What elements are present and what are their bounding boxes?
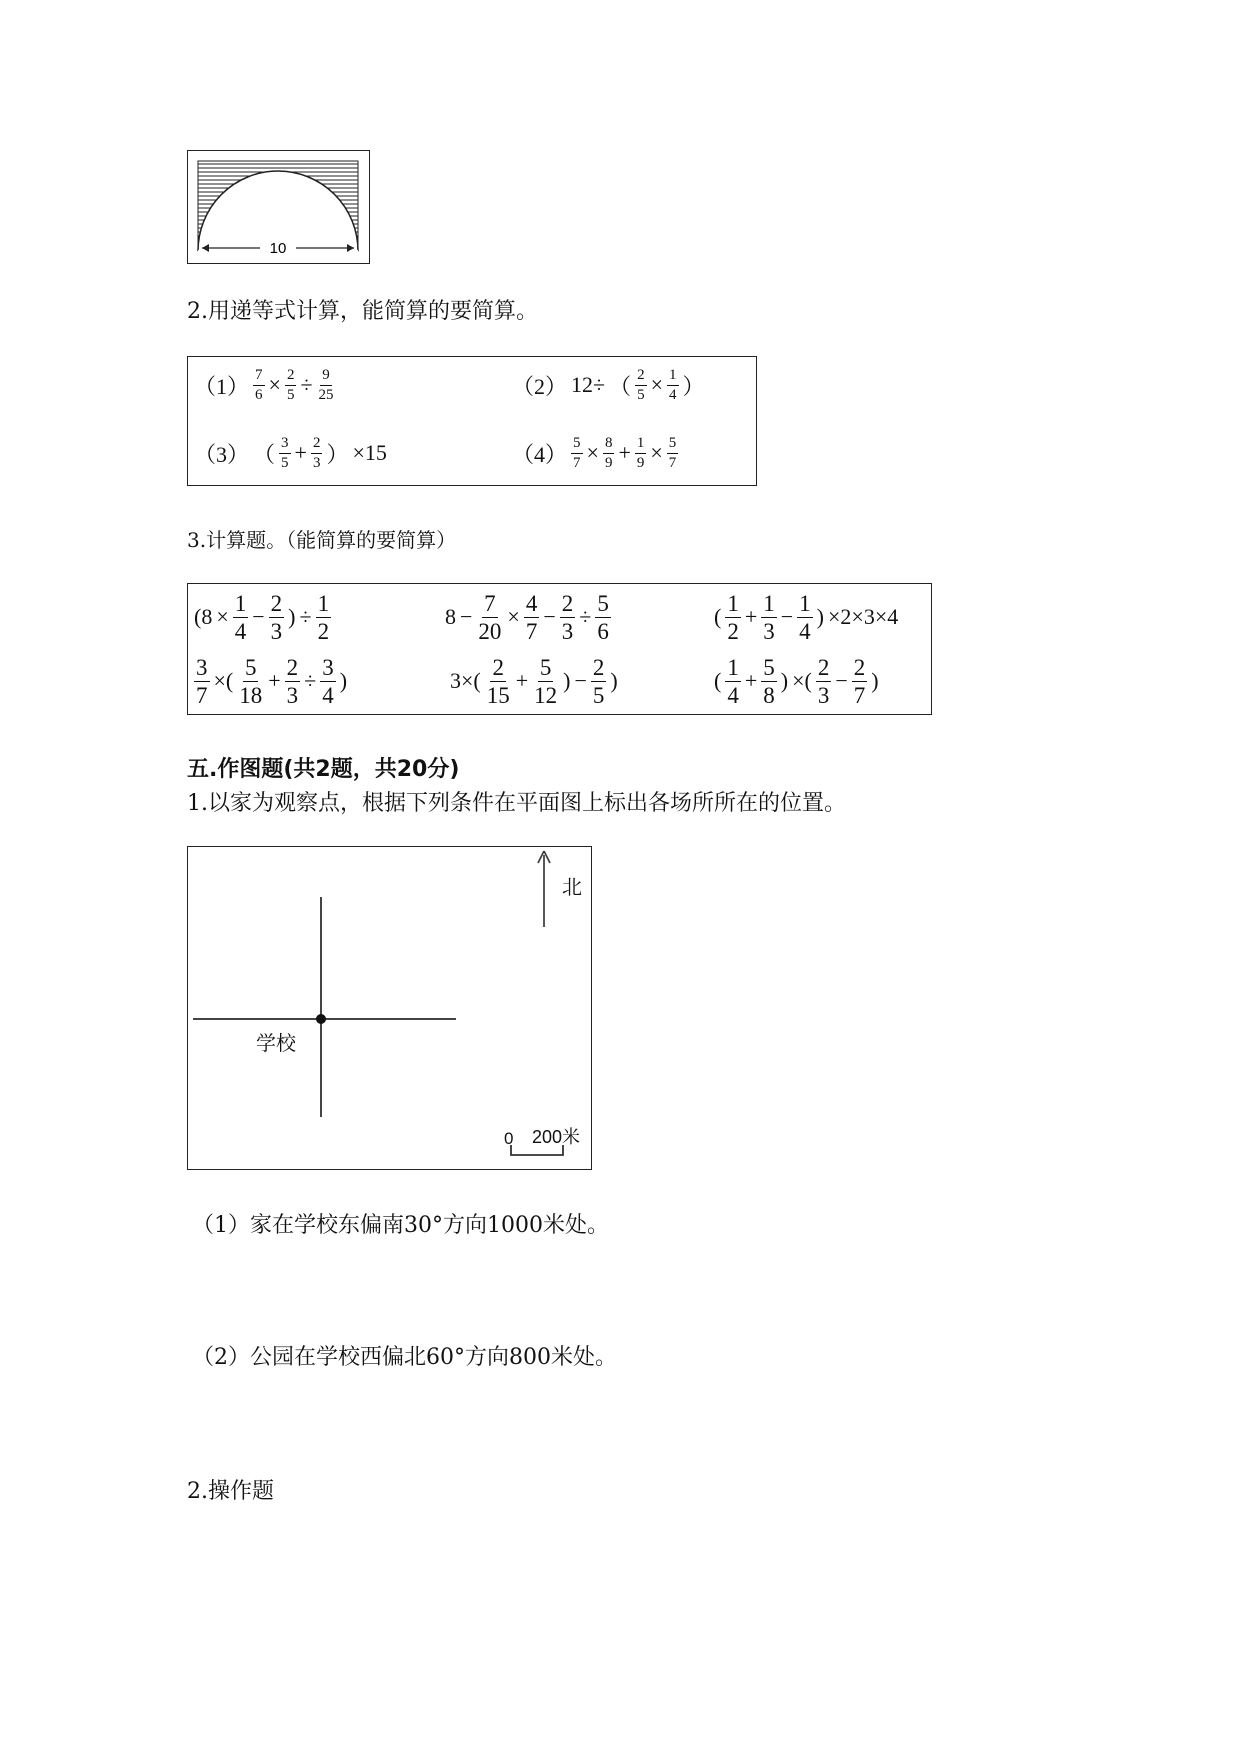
expr-text: ×: [268, 372, 281, 397]
fraction: $\frac{4}{7}$: [525, 590, 538, 644]
expr-text: ）: [682, 373, 705, 399]
expr-text: (: [714, 604, 722, 629]
q3-title: 3.计算题。（能简算的要简算）: [187, 528, 457, 552]
fraction: $\frac{2}{3}$: [561, 590, 574, 644]
expr-text: （4）: [512, 441, 568, 467]
dimension-label: 10: [269, 240, 287, 257]
expr-text: ）: [326, 441, 349, 467]
fraction: $\frac{1}{3}$: [763, 590, 775, 644]
fraction: $\frac{2}{7}$: [853, 654, 866, 708]
expr-text: （: [609, 373, 632, 399]
expr-text: ): [339, 668, 348, 693]
fraction: $\frac{1}{9}$: [636, 434, 645, 471]
expr-text: +: [515, 668, 529, 693]
expr-text: （2）: [512, 373, 568, 399]
fraction: $\frac{9}{25}$: [318, 366, 334, 403]
q2-item-2: [510, 360, 707, 410]
expr-text: −: [574, 668, 587, 693]
expr-text: 8: [445, 604, 456, 629]
fraction: $\frac{5}{6}$: [597, 590, 609, 644]
q3-item-5: [448, 651, 620, 711]
expr-text: −: [835, 668, 848, 693]
q3-item-6: [712, 651, 881, 711]
q3-item-2: [443, 587, 613, 647]
fraction: $\frac{2}{3}$: [817, 654, 830, 708]
expr-text: ): [610, 668, 618, 693]
q2-item-4: [510, 428, 680, 478]
direction-map: [187, 846, 592, 1170]
scale-label: 200米: [532, 1127, 581, 1147]
fraction: $\frac{8}{9}$: [604, 434, 613, 471]
fraction: $\frac{5}{7}$: [573, 434, 581, 471]
expr-text: ×: [650, 372, 664, 397]
expr-text: −: [780, 604, 794, 629]
expr-text: ×: [216, 604, 229, 629]
expr-text: 12÷: [571, 372, 606, 397]
expr-text: ×(: [792, 668, 812, 693]
expr-text: ): [816, 604, 824, 629]
expr-text: ): [288, 604, 296, 629]
scale-zero-label: 0: [504, 1129, 514, 1148]
expr-text: +: [618, 440, 631, 465]
fraction: $\frac{5}{7}$: [668, 434, 677, 471]
condition-1: （1）家在学校东偏南30°方向1000米处。: [192, 1213, 609, 1238]
expr-text: （1）: [194, 373, 250, 399]
fraction: $\frac{5}{8}$: [763, 654, 775, 708]
expr-text: ): [780, 668, 789, 693]
expr-text: （: [253, 441, 276, 467]
expr-text: (8: [194, 604, 213, 629]
section5-q2-title: 2.操作题: [187, 1479, 274, 1504]
fraction: $\frac{1}{2}$: [727, 590, 739, 644]
q2-title: 2.用递等式计算，能简算的要简算。: [187, 299, 538, 324]
fraction: $\frac{3}{4}$: [322, 654, 334, 708]
expr-text: ÷: [300, 372, 313, 397]
fraction: $\frac{5}{18}$: [239, 654, 263, 708]
expr-text: ×: [650, 440, 663, 465]
expr-text: ): [871, 668, 879, 693]
north-label: 北: [562, 875, 582, 899]
expr-text: 3×(: [450, 668, 481, 693]
fraction: $\frac{1}{4}$: [234, 590, 247, 644]
expr-text: (: [714, 668, 722, 693]
expr-text: +: [294, 440, 307, 465]
expr-text: −: [460, 604, 473, 629]
fraction: $\frac{2}{5}$: [592, 654, 605, 708]
q3-item-3: [712, 587, 900, 647]
expr-text: −: [252, 604, 265, 629]
semicircle-drawing: [188, 151, 368, 262]
section5-q1-title: 1.以家为观察点，根据下列条件在平面图上标出各场所所在的位置。: [187, 791, 846, 816]
fraction: $\frac{7}{20}$: [478, 590, 502, 644]
semicircle-figure: [187, 150, 370, 264]
expr-text: ×(: [213, 668, 234, 693]
q3-item-4: [192, 651, 349, 711]
q2-item-1: [192, 360, 338, 410]
expr-text: +: [744, 604, 758, 629]
expr-text: （3）: [194, 441, 250, 467]
fraction: $\frac{2}{3}$: [270, 590, 283, 644]
fraction: $\frac{3}{5}$: [281, 434, 289, 471]
expr-text: −: [543, 604, 556, 629]
fraction: $\frac{1}{4}$: [727, 654, 739, 708]
fraction: $\frac{2}{5}$: [286, 366, 295, 403]
fraction: $\frac{3}{7}$: [196, 654, 208, 708]
school-label: 学校: [256, 1031, 296, 1055]
fraction: $\frac{1}{4}$: [669, 366, 677, 403]
map-drawing: [188, 847, 590, 1168]
expr-text: ×: [586, 440, 599, 465]
expr-text: ×2×3×4: [828, 604, 899, 629]
expr-text: +: [268, 668, 281, 693]
fraction: $\frac{2}{15}$: [486, 654, 510, 708]
fraction: $\frac{5}{12}$: [534, 654, 558, 708]
school-point: [316, 1014, 326, 1024]
fraction: $\frac{1}{2}$: [317, 590, 330, 644]
expr-text: ×15: [352, 440, 387, 465]
fraction: $\frac{1}{4}$: [799, 590, 811, 644]
fraction: $\frac{2}{3}$: [286, 654, 299, 708]
q2-item-3: [192, 428, 389, 478]
condition-2: （2）公园在学校西偏北60°方向800米处。: [192, 1345, 617, 1370]
expr-text: ÷: [304, 668, 317, 693]
fraction: $\frac{7}{6}$: [255, 366, 263, 403]
q3-item-1: [192, 587, 333, 647]
section5-heading: 五.作图题(共2题，共20分): [187, 757, 460, 782]
expr-text: +: [744, 668, 758, 693]
expr-text: ×: [507, 604, 520, 629]
expr-text: ÷: [579, 604, 592, 629]
fraction: $\frac{2}{5}$: [637, 366, 645, 403]
fraction: $\frac{2}{3}$: [312, 434, 321, 471]
expr-text: ÷: [299, 604, 312, 629]
expr-text: ): [563, 668, 571, 693]
